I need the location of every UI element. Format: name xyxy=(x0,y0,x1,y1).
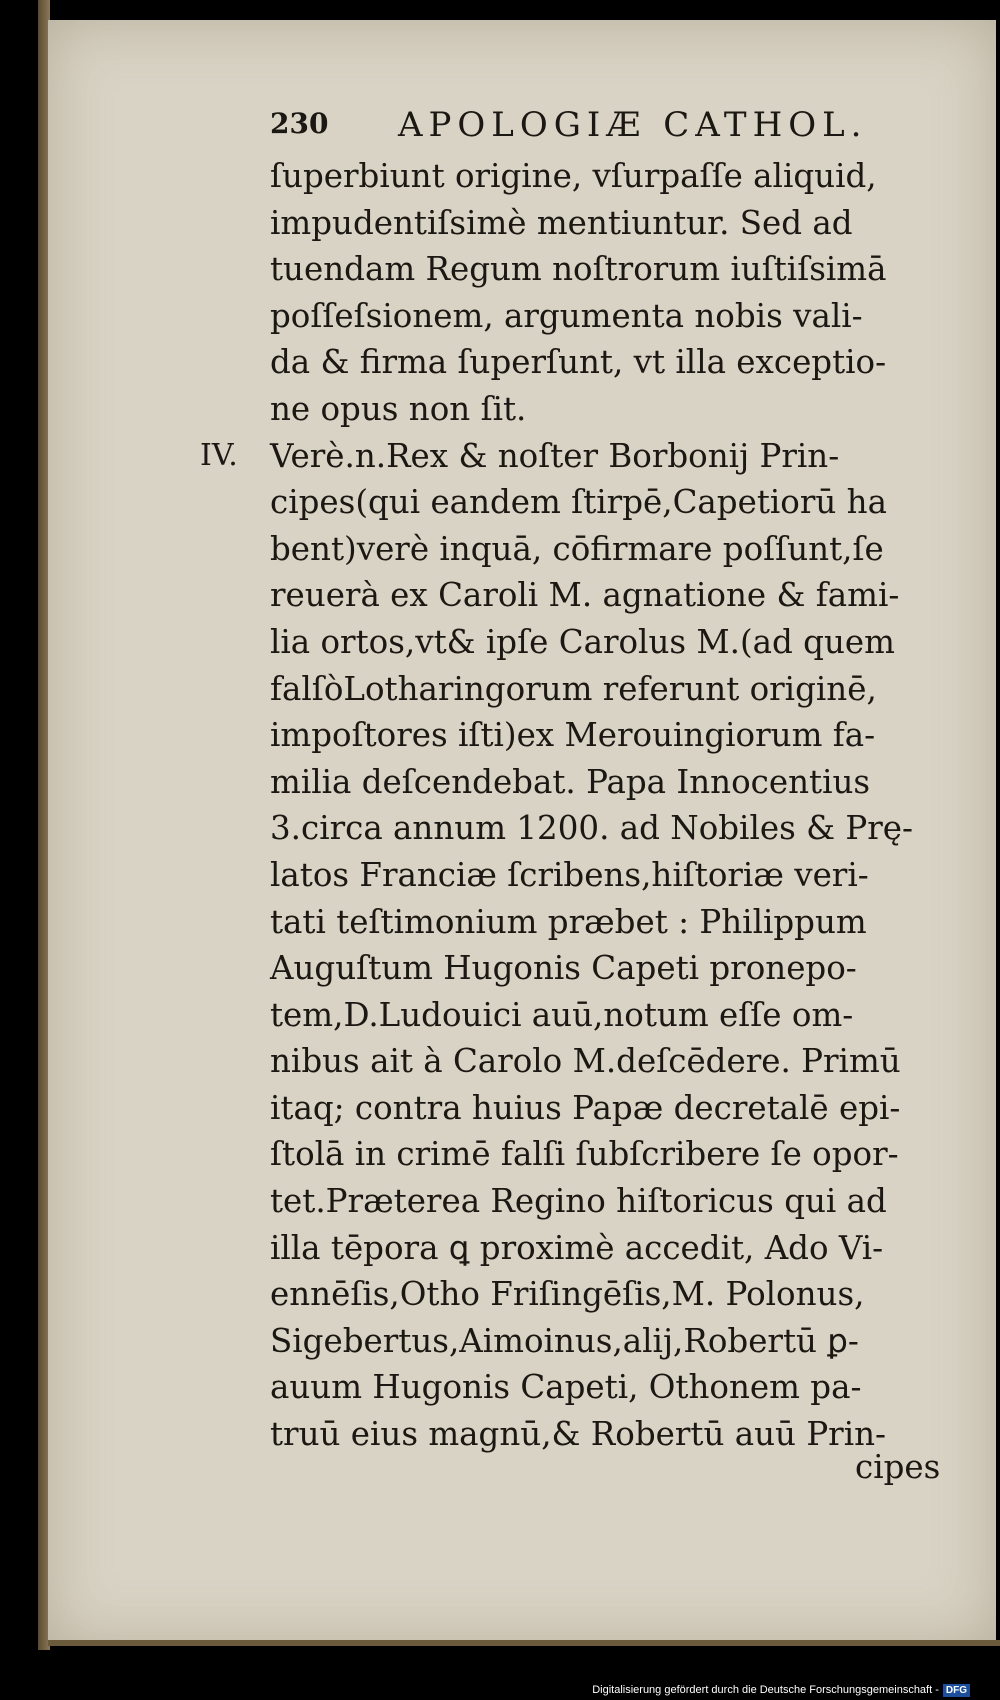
text-line: cipes(qui eandem ſtirpē,Capetiorū ha xyxy=(270,483,887,522)
text-line: Auguſtum Hugonis Capeti pronepo- xyxy=(270,949,857,988)
text-line: ſuperbiunt origine, vſurpaſſe aliquid, xyxy=(270,157,877,195)
text-line: da & firma ſuperſunt, vt illa exceptio- xyxy=(270,343,887,382)
text-line: milia deſcendebat. Papa Innocentius xyxy=(270,762,871,801)
text-line: 3.circa annum 1200. ad Nobiles & Prę- xyxy=(270,809,913,848)
text-line: poſſeſsionem, argumenta nobis vali- xyxy=(270,296,863,335)
text-line: ne opus non ſit. xyxy=(270,389,527,428)
text-line: nibus ait à Carolo M.deſcēdere. Primū xyxy=(270,1042,901,1081)
running-title: APOLOGIÆ CATHOL. xyxy=(398,105,868,145)
credit-text: Digitalisierung gefördert durch die Deutsche Forschungsgemeinschaft - xyxy=(592,1684,939,1696)
text-line: Verè.n.Rex & noſter Borbonij Prin- xyxy=(270,436,840,475)
text-line: auum Hugonis Capeti, Othonem pa- xyxy=(270,1368,862,1407)
text-line: falſòLotharingorum referunt originē, xyxy=(270,669,877,708)
text-line: illa tēpora ꝗ proximè accedit, Ado Vi- xyxy=(270,1228,884,1267)
text-line: Sigebertus,Aimoinus,alij,Robertū ꝑ- xyxy=(270,1321,859,1360)
text-line: tem,D.Ludouici auū,notum eſſe om- xyxy=(270,995,854,1034)
text-line: itaq; contra huius Papæ decretalē epi- xyxy=(270,1088,901,1127)
running-head xyxy=(270,105,930,149)
text-line: bent)verè inquā, cōfirmare poſſunt,ſe xyxy=(270,529,884,568)
page-number: 230 xyxy=(270,107,329,140)
text-line: latos Franciæ ſcribens,hiſtoriæ veri- xyxy=(270,855,869,894)
text-line: lia ortos,vt& ipſe Carolus M.(ad quem xyxy=(270,622,895,661)
dfg-logo: DFG xyxy=(943,1684,970,1697)
text-line: impoſtores iſti)ex Merouingiorum fa- xyxy=(270,716,876,755)
page-bottom-edge xyxy=(48,1640,1000,1646)
section-number: IV. xyxy=(200,438,238,473)
text-line: reuerà ex Caroli M. agnatione & fami- xyxy=(270,576,900,615)
text-line: tati teſtimonium præbet : Philippum xyxy=(270,902,867,941)
text-line: ennēſis,Otho Friſingēſis,M. Polonus, xyxy=(270,1275,865,1314)
text-line: tuendam Regum noſtrorum iuſtiſsimā xyxy=(270,250,887,289)
body-text xyxy=(270,153,950,1458)
text-line: impudentiſsimè mentiuntur. Sed ad xyxy=(270,203,853,242)
text-line: tet.Præterea Regino hiſtoricus qui ad xyxy=(270,1182,887,1221)
text-line: ſtolā in crimē falſi ſubſcribere ſe opor- xyxy=(270,1135,899,1174)
text-line: truū eius magnū,& Robertū auū Prin- xyxy=(270,1415,887,1454)
digitization-credit xyxy=(592,1683,970,1697)
catchword: cipes xyxy=(855,1448,941,1486)
